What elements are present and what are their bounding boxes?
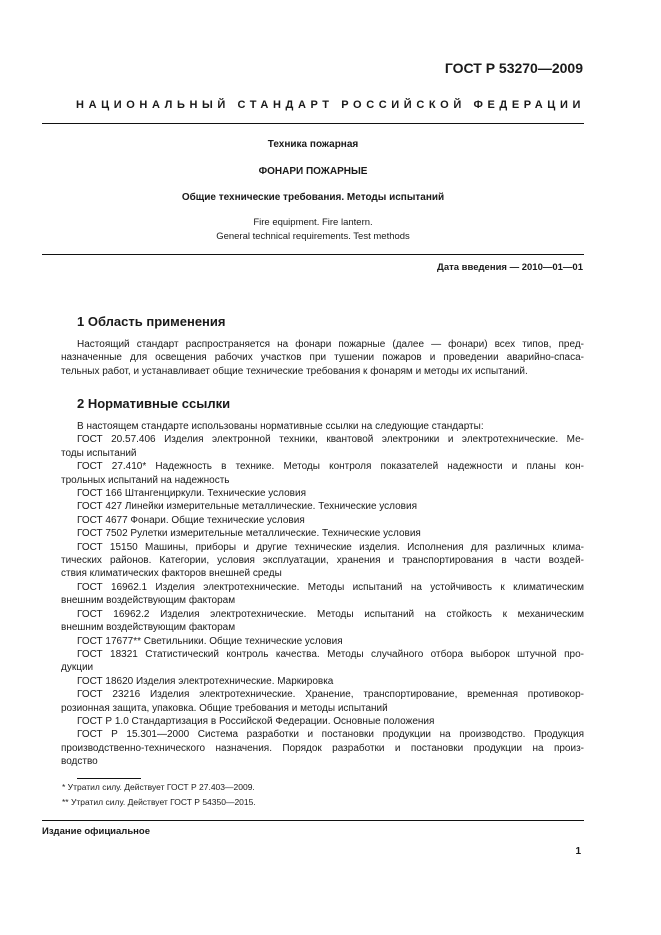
paragraph-line: тельных работ, и устанавливает общие технические требования к фонарям и методы их испытаний. <box>61 365 528 377</box>
section-1-body <box>61 338 584 378</box>
references-intro: В настоящем стандарте использованы нормативные ссылки на следующие стандарты: <box>77 421 484 432</box>
reference-entry <box>77 715 584 728</box>
footer-divider <box>42 820 584 821</box>
reference-line: ГОСТ 20.57.406 Изделия электронной техники, квантовой электроники и электротехнические. Ме- <box>77 434 584 446</box>
top-divider <box>42 123 584 124</box>
reference-entry <box>61 608 584 635</box>
section-1-heading: 1 Область применения <box>77 314 226 329</box>
reference-line: ГОСТ 7502 Рулетки измерительные металлические. Технические условия <box>77 528 421 540</box>
reference-line: ГОСТ 16962.1 Изделия электротехнические. Методы испытаний на устойчивость к климатическим <box>77 581 584 593</box>
reference-line: производственно-технического назначения. Порядок разработки и постановки продукции на произ- <box>61 742 584 754</box>
reference-entry <box>61 541 584 581</box>
reference-line: внешним воздействующим факторам <box>61 595 236 607</box>
reference-entry <box>61 581 584 608</box>
section-2-heading: 2 Нормативные ссылки <box>77 396 231 411</box>
reference-line: ГОСТ Р 1.0 Стандартизация в Российской Федерации. Основные положения <box>77 715 435 727</box>
page-number: 1 <box>575 846 581 857</box>
reference-line: ГОСТ 166 Штангенциркули. Технические условия <box>77 488 306 500</box>
reference-entry <box>77 487 584 500</box>
reference-line: ГОСТ 4677 Фонари. Общие технические условия <box>77 514 305 526</box>
reference-line: ГОСТ 23216 Изделия электротехнические. Хранение, транспортирование, временная противокор- <box>77 689 584 701</box>
reference-line: ГОСТ 27.410* Надежность в технике. Методы контроля показателей надежности и планы кон- <box>77 461 584 473</box>
reference-line: ГОСТ 18321 Статистический контроль качества. Методы случайного отбора выборок штучной про- <box>77 648 584 660</box>
english-title-line: Fire equipment. Fire lantern. <box>253 217 373 228</box>
footnote-2: ** Утратил силу. Действует ГОСТ Р 54350—2015. <box>62 797 256 807</box>
reference-line: дукции <box>61 662 94 674</box>
reference-entry <box>77 635 584 648</box>
reference-line: ГОСТ 17677** Светильники. Общие технические условия <box>77 635 343 647</box>
english-title-line: General technical requirements. Test methods <box>216 231 410 242</box>
reference-line: водство <box>61 756 98 768</box>
document-title: ФОНАРИ ПОЖАРНЫЕ <box>258 166 368 177</box>
footnote-1: * Утратил силу. Действует ГОСТ Р 27.403—2009. <box>62 782 255 792</box>
reference-entry <box>77 675 584 688</box>
reference-line: ГОСТ 16962.2 Изделия электротехнические. Методы испытаний на стойкость к механическим <box>77 608 584 620</box>
paragraph-line: назначенные для освещения рабочих участков при тушении пожаров и проведении аварийно-спаса- <box>61 352 584 364</box>
reference-line: тоды испытаний <box>61 447 137 459</box>
reference-line: ГОСТ 427 Линейки измерительные металлические. Технические условия <box>77 501 417 513</box>
reference-line: внешним воздействующим факторам <box>61 622 236 634</box>
reference-line: трольных испытаний на надежность <box>61 474 230 486</box>
reference-line: ствия климатических факторов внешней среды <box>61 568 282 580</box>
section-2-body <box>61 420 584 769</box>
english-title <box>42 216 584 244</box>
reference-entry <box>61 648 584 675</box>
reference-entry <box>77 527 584 540</box>
reference-entry <box>61 728 584 768</box>
paragraph-line: Настоящий стандарт распространяется на фонари пожарные (далее — фонари) всех типов, пред- <box>77 339 584 350</box>
reference-line: ГОСТ 15150 Машины, приборы и другие технические изделия. Исполнения для различных клима- <box>77 541 584 553</box>
official-edition-label: Издание официальное <box>42 826 150 837</box>
reference-entry <box>61 460 584 487</box>
effective-date: Дата введения — 2010—01—01 <box>437 262 583 273</box>
reference-line: ГОСТ 18620 Изделия электротехнические. Маркировка <box>77 675 334 687</box>
standard-code: ГОСТ Р 53270—2009 <box>444 60 583 76</box>
reference-line: ГОСТ Р 15.301—2000 Система разработки и постановки продукции на производство. Продукция <box>77 729 584 741</box>
document-subtitle: Общие технические требования. Методы испытаний <box>181 192 445 203</box>
title-group: Техника пожарная <box>267 139 359 150</box>
reference-entry <box>77 514 584 527</box>
reference-entry <box>61 433 584 460</box>
reference-entry <box>61 688 584 715</box>
reference-line: тических районов. Категории, условия эксплуатации, хранения и транспортирования в части воздей- <box>61 555 584 567</box>
date-divider <box>42 254 584 255</box>
reference-line: розионная защита, упаковка. Общие требования и методы испытаний <box>61 702 388 714</box>
footnote-divider <box>77 778 141 779</box>
reference-entry <box>77 500 584 513</box>
national-standard-banner: НАЦИОНАЛЬНЫЙ СТАНДАРТ РОССИЙСКОЙ ФЕДЕРАЦИИ <box>76 99 585 111</box>
